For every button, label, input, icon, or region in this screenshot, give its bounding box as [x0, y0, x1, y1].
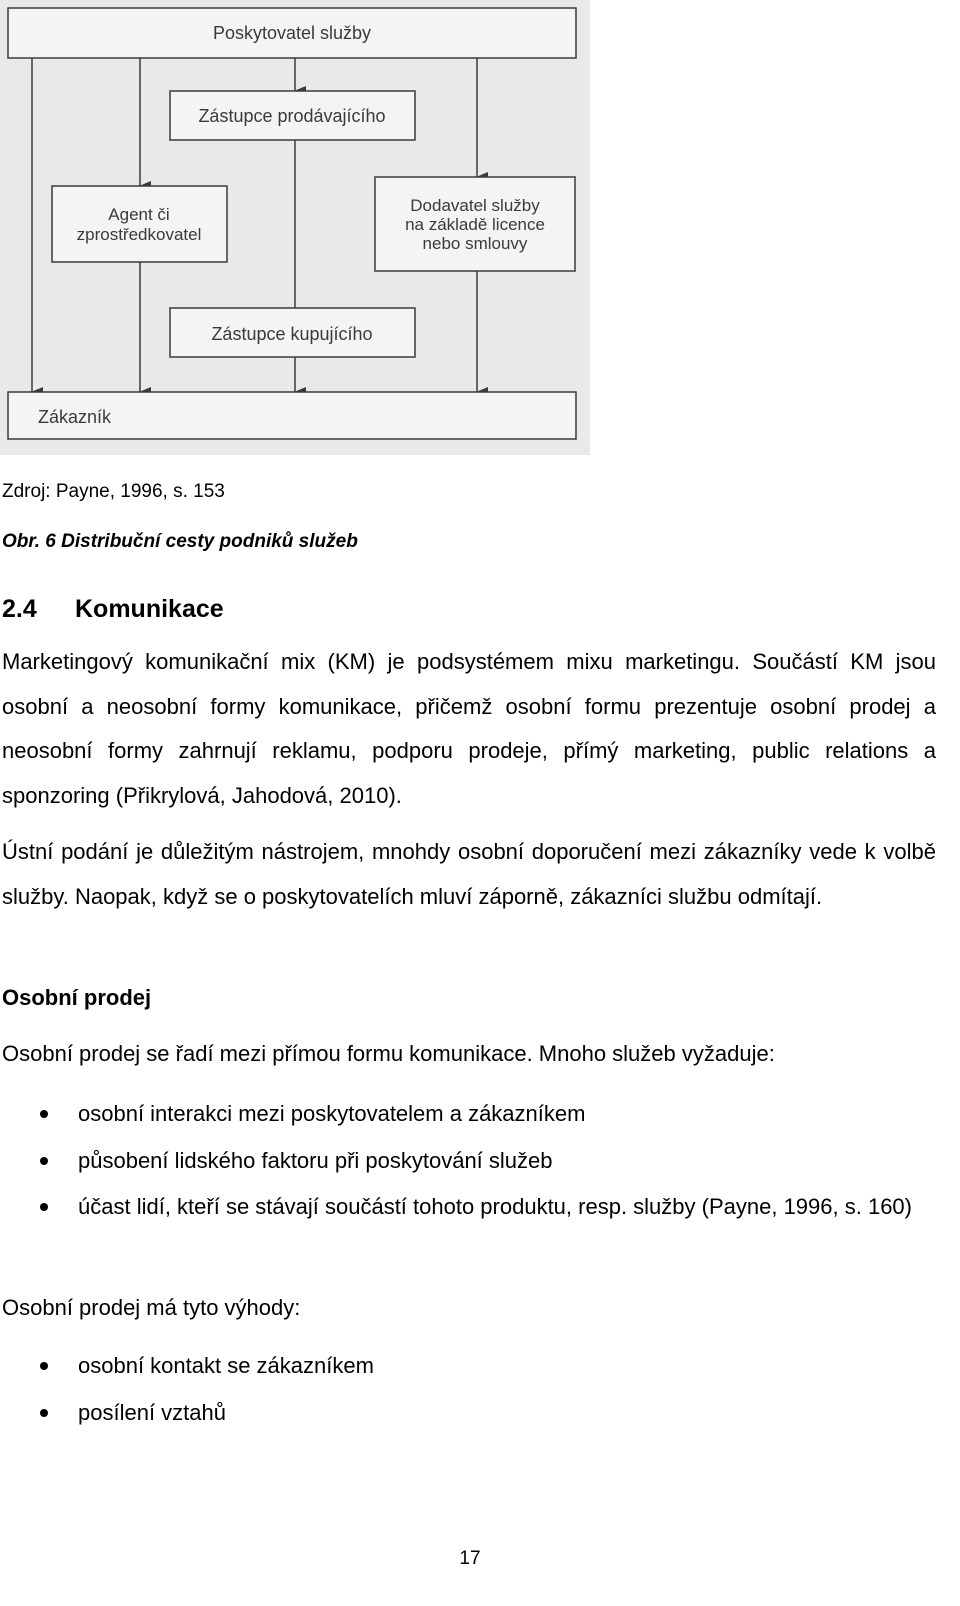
- list-item: [0, 1092, 936, 1137]
- distribution-channels-diagram: [0, 0, 590, 455]
- bullet-list-services-require: [0, 1092, 936, 1232]
- subheading-personal-selling: Osobní prodej: [2, 985, 152, 1010]
- label-seller-rep: Zástupce prodávajícího: [198, 106, 386, 126]
- bullet-icon: [40, 1157, 48, 1165]
- label-licensee-line2: na základě licence: [405, 215, 545, 234]
- bullet-icon: [40, 1409, 48, 1417]
- list-item: [0, 1344, 936, 1389]
- paragraph-word-of-mouth: Ústní podání je důležitým nástrojem, mnohdy osobní doporučení mezi zákazníky vede k volbě služby. Naopak, když se o poskytovatelích mluví záporně, zákazníci službu odmítají.: [2, 839, 936, 909]
- bullet-list-advantages: [0, 1344, 936, 1437]
- label-licensee-line1: Dodavatel služby: [410, 196, 540, 215]
- box-agent: [52, 186, 227, 262]
- label-provider: Poskytovatel služby: [212, 23, 372, 43]
- figure-source: Zdroj: Payne, 1996, s. 153: [2, 481, 225, 502]
- list-item-text: posílení vztahů: [78, 1399, 226, 1425]
- bullet-icon: [40, 1362, 48, 1370]
- paragraph-personal-selling: Osobní prodej se řadí mezi přímou formu komunikace. Mnoho služeb vyžaduje:: [2, 1041, 775, 1066]
- list-item: [0, 1185, 936, 1230]
- label-buyer-rep: Zástupce kupujícího: [211, 324, 373, 344]
- label-customer: Zákazník: [38, 407, 112, 427]
- label-agent-line1: Agent či: [108, 205, 170, 224]
- list-item-text: účast lidí, kteří se stávají součástí tohoto produktu, resp. služby (Payne, 1996, s. 160): [78, 1194, 912, 1219]
- bullet-icon: [40, 1203, 48, 1211]
- section-number: 2.4: [2, 595, 37, 623]
- paragraph-advantages: Osobní prodej má tyto výhody:: [2, 1295, 301, 1320]
- figure-caption: Obr. 6 Distribuční cesty podniků služeb: [2, 531, 358, 552]
- label-agent-line2: zprostředkovatel: [76, 225, 202, 244]
- list-item-text: osobní interakci mezi poskytovatelem a zákazníkem: [78, 1101, 586, 1126]
- list-item-text: působení lidského faktoru při poskytování služeb: [78, 1147, 553, 1173]
- list-item: [0, 1391, 936, 1436]
- label-licensee-line3: nebo smlouvy: [422, 234, 528, 253]
- list-item: [0, 1139, 936, 1184]
- page-number: 17: [459, 1548, 481, 1569]
- section-heading: [2, 593, 224, 625]
- bullet-icon: [40, 1110, 48, 1118]
- section-title: Komunikace: [75, 595, 224, 623]
- paragraph-km: Marketingový komunikační mix (KM) je podsystémem mixu marketingu. Součástí KM jsou osobní a neosobní formy komunikace, přičemž osobní formu prezentuje osobní prodej a neosobní formy zahrnují reklamu, podporu prodeje, přímý marketing, public relations a sponzoring (Přikrylová, Jahodová, 2010).: [2, 649, 936, 808]
- list-item-text: osobní kontakt se zákazníkem: [78, 1353, 374, 1378]
